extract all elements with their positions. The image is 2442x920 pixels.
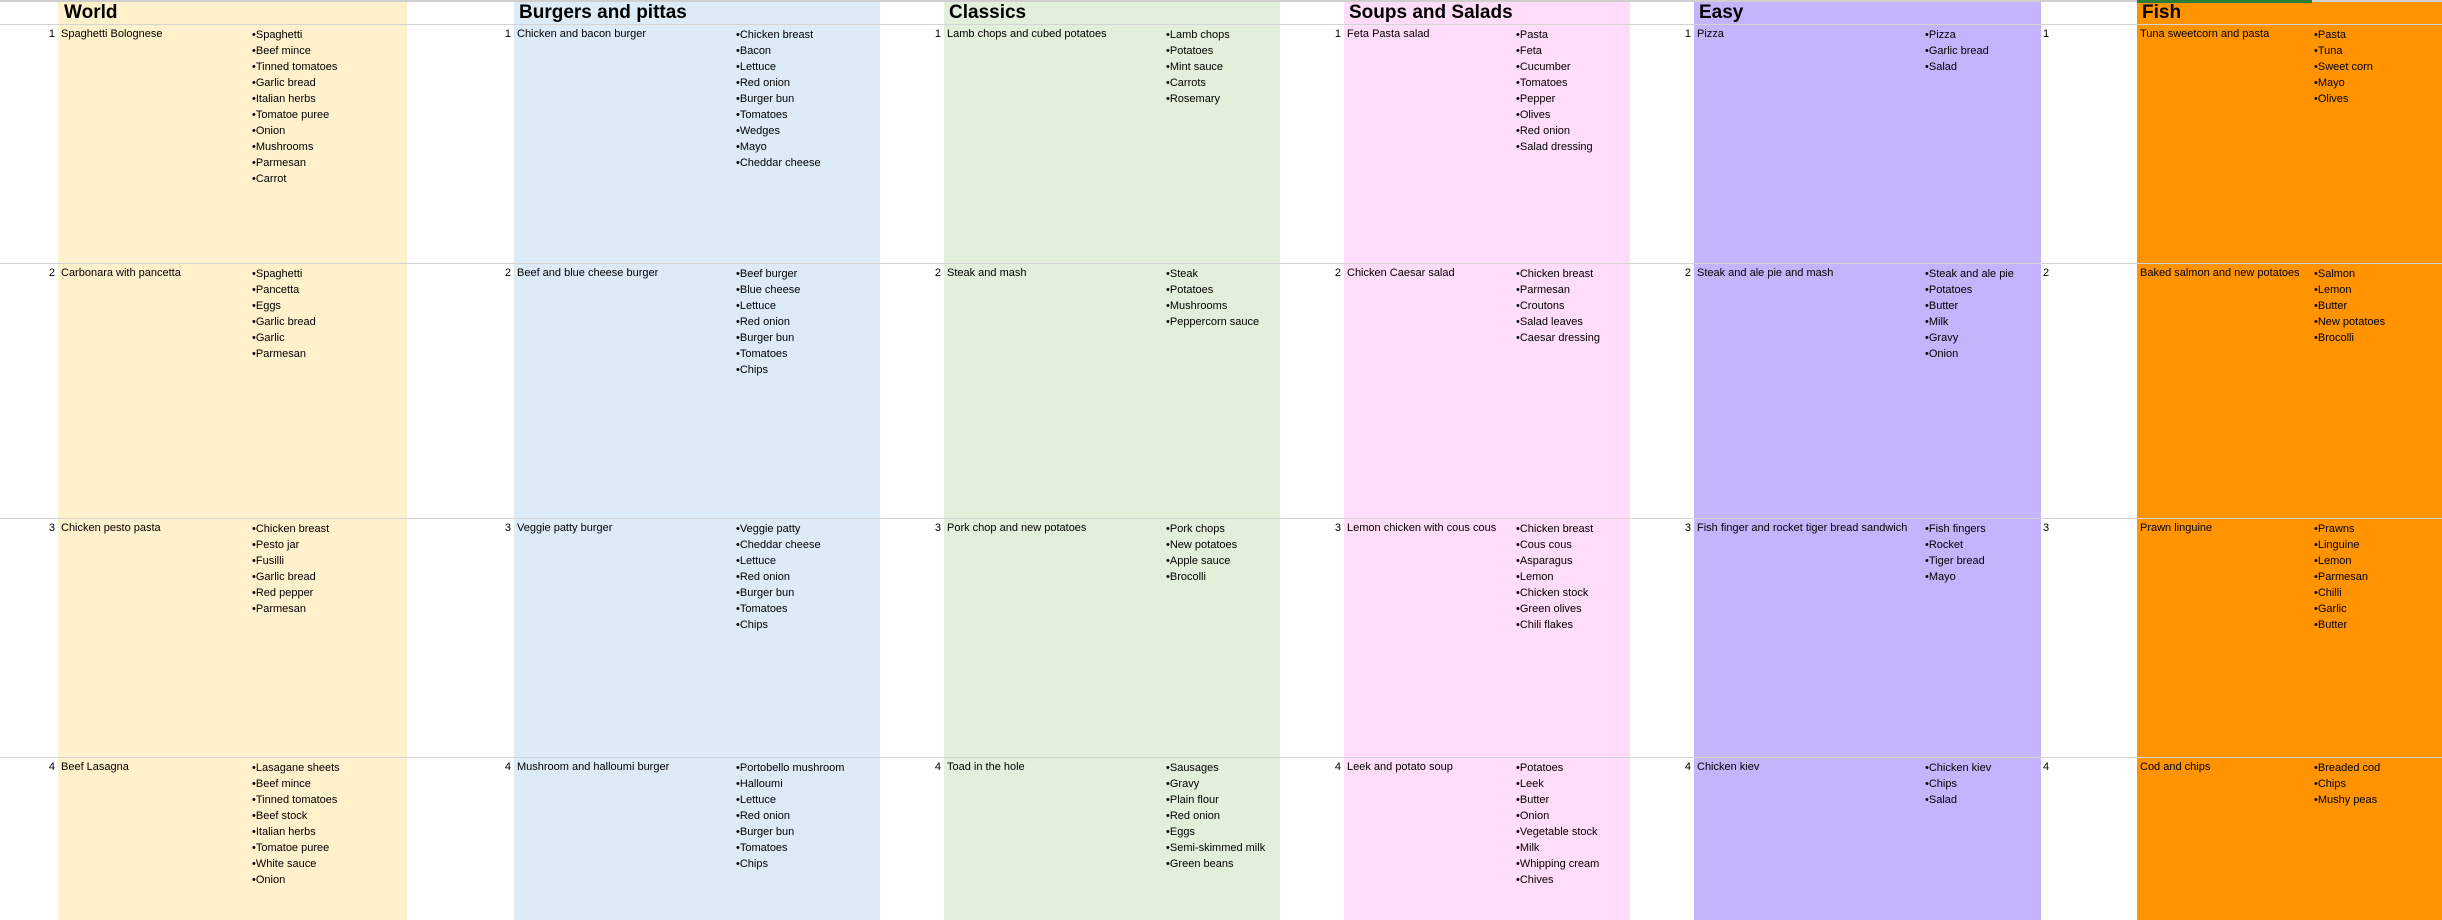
dish-name[interactable]: Fish finger and rocket tiger bread sandwich xyxy=(1697,522,1908,534)
ingredient-item: • Mint sauce xyxy=(1166,59,1230,75)
ingredient-item: • New potatoes xyxy=(1166,537,1237,553)
ingredient-list[interactable] xyxy=(252,521,329,617)
ingredient-item: • Lemon xyxy=(2314,282,2385,298)
ingredient-item: • Lamb chops xyxy=(1166,27,1230,43)
ingredient-item: • Green beans xyxy=(1166,856,1265,872)
ingredient-item: • Pepper xyxy=(1516,91,1593,107)
ingredient-list[interactable] xyxy=(2314,760,2380,808)
dish-name[interactable]: Toad in the hole xyxy=(947,761,1025,773)
dish-name[interactable]: Feta Pasta salad xyxy=(1347,28,1430,40)
ingredient-item: • Red onion xyxy=(736,569,821,585)
ingredient-item: • Pork chops xyxy=(1166,521,1237,537)
ingredient-item: • Tinned tomatoes xyxy=(252,792,340,808)
ingredient-item: • Pasta xyxy=(2314,27,2373,43)
ingredient-list[interactable] xyxy=(252,27,337,187)
ingredient-item: • Croutons xyxy=(1516,298,1600,314)
ingredient-item: • Wedges xyxy=(736,123,821,139)
ingredient-item: • Pancetta xyxy=(252,282,316,298)
ingredient-item: • Chips xyxy=(736,362,800,378)
ingredient-list[interactable] xyxy=(1166,27,1230,107)
recipe-number[interactable]: 3 xyxy=(2043,522,2050,534)
ingredient-item: • Asparagus xyxy=(1516,553,1593,569)
ingredient-item: • Blue cheese xyxy=(736,282,800,298)
ingredient-item: • Tomatoes xyxy=(736,601,821,617)
ingredient-item: • Spaghetti xyxy=(252,27,337,43)
recipe-number[interactable]: 3 xyxy=(48,522,55,534)
category-title[interactable]: Classics xyxy=(949,2,1027,23)
ingredient-item: • Garlic bread xyxy=(252,314,316,330)
ingredient-item: • Plain flour xyxy=(1166,792,1265,808)
ingredient-item: • Potatoes xyxy=(1166,282,1259,298)
ingredient-item: • Salad xyxy=(1925,792,1991,808)
ingredient-item: • Mayo xyxy=(1925,569,1986,585)
ingredient-item: • Chicken breast xyxy=(736,27,821,43)
ingredient-item: • Lettuce xyxy=(736,298,800,314)
dish-name[interactable]: Pork chop and new potatoes xyxy=(947,522,1087,534)
ingredient-list[interactable] xyxy=(1925,521,1986,585)
recipe-number[interactable]: 4 xyxy=(2043,761,2050,773)
ingredient-item: • Tomatoe puree xyxy=(252,840,340,856)
ingredient-list[interactable] xyxy=(252,760,340,888)
ingredient-item: • Feta xyxy=(1516,43,1593,59)
ingredient-item: • Tuna xyxy=(2314,43,2373,59)
ingredient-item: • Chicken breast xyxy=(252,521,329,537)
recipe-number[interactable]: 2 xyxy=(504,267,511,279)
recipe-number[interactable]: 2 xyxy=(1334,267,1341,279)
ingredient-item: • Parmesan xyxy=(252,601,329,617)
ingredient-item: • Pesto jar xyxy=(252,537,329,553)
ingredient-item: • Italian herbs xyxy=(252,824,340,840)
ingredient-item: • Steak xyxy=(1166,266,1259,282)
ingredient-item: • Lasagane sheets xyxy=(252,760,340,776)
ingredient-item: • Red pepper xyxy=(252,585,329,601)
ingredient-item: • Beef burger xyxy=(736,266,800,282)
ingredient-item: • Chives xyxy=(1516,872,1599,888)
ingredient-item: • Semi-skimmed milk xyxy=(1166,840,1265,856)
ingredient-item: • Spaghetti xyxy=(252,266,316,282)
ingredient-item: • Salad leaves xyxy=(1516,314,1600,330)
ingredient-item: • Pizza xyxy=(1925,27,1989,43)
category-title[interactable]: World xyxy=(64,2,118,23)
ingredient-item: • Vegetable stock xyxy=(1516,824,1599,840)
ingredient-item: • Chicken breast xyxy=(1516,521,1593,537)
ingredient-item: • Mushrooms xyxy=(252,139,337,155)
recipe-number[interactable]: 4 xyxy=(1684,761,1691,773)
ingredient-item: • Fusilli xyxy=(252,553,329,569)
category-title[interactable]: Easy xyxy=(1699,2,1744,23)
recipe-number[interactable]: 1 xyxy=(1684,28,1691,40)
ingredient-item: • Tomatoes xyxy=(1516,75,1593,91)
ingredient-item: • Cheddar cheese xyxy=(736,537,821,553)
ingredient-item: • Rosemary xyxy=(1166,91,1230,107)
ingredient-item: • Gravy xyxy=(1166,776,1265,792)
ingredient-item: • Green olives xyxy=(1516,601,1593,617)
ingredient-item: • New potatoes xyxy=(2314,314,2385,330)
ingredient-item: • Sweet corn xyxy=(2314,59,2373,75)
ingredient-item: • Halloumi xyxy=(736,776,844,792)
ingredient-item: • Lettuce xyxy=(736,59,821,75)
ingredient-item: • Red onion xyxy=(1516,123,1593,139)
recipe-number[interactable]: 2 xyxy=(48,267,55,279)
category-column-5[interactable] xyxy=(2137,0,2442,920)
ingredient-item: • Cucumber xyxy=(1516,59,1593,75)
recipe-number[interactable]: 2 xyxy=(2043,267,2050,279)
recipe-number[interactable]: 1 xyxy=(1334,28,1341,40)
recipe-number[interactable]: 4 xyxy=(934,761,941,773)
ingredient-list[interactable] xyxy=(1516,266,1600,346)
ingredient-item: • Parmesan xyxy=(2314,569,2368,585)
recipe-number[interactable]: 3 xyxy=(1334,522,1341,534)
ingredient-item: • Carrots xyxy=(1166,75,1230,91)
ingredient-item: • Chicken stock xyxy=(1516,585,1593,601)
ingredient-item: • Portobello mushroom xyxy=(736,760,844,776)
ingredient-item: • Lemon xyxy=(2314,553,2368,569)
ingredient-item: • Carrot xyxy=(252,171,337,187)
ingredient-item: • Garlic bread xyxy=(252,75,337,91)
ingredient-item: • Mushrooms xyxy=(1166,298,1259,314)
ingredient-list[interactable] xyxy=(736,27,821,171)
ingredient-item: • Peppercorn sauce xyxy=(1166,314,1259,330)
ingredient-item: • Tomatoes xyxy=(736,840,844,856)
ingredient-item: • Onion xyxy=(252,123,337,139)
ingredient-item: • Mushy peas xyxy=(2314,792,2380,808)
ingredient-item: • Chips xyxy=(1925,776,1991,792)
ingredient-list[interactable] xyxy=(1925,760,1991,808)
ingredient-item: • Potatoes xyxy=(1925,282,2014,298)
ingredient-item: • Bacon xyxy=(736,43,821,59)
ingredient-item: • Tomatoes xyxy=(736,107,821,123)
ingredient-item: • Cheddar cheese xyxy=(736,155,821,171)
ingredient-item: • Lemon xyxy=(1516,569,1593,585)
ingredient-item: • Brocolli xyxy=(2314,330,2385,346)
dish-name[interactable]: Cod and chips xyxy=(2140,761,2211,773)
ingredient-list[interactable] xyxy=(1516,760,1599,888)
dish-name[interactable]: Chicken pesto pasta xyxy=(61,522,161,534)
ingredient-item: • Tinned tomatoes xyxy=(252,59,337,75)
dish-name[interactable]: Steak and mash xyxy=(947,267,1027,279)
recipe-number[interactable]: 1 xyxy=(934,28,941,40)
ingredient-item: • Lettuce xyxy=(736,553,821,569)
ingredient-item: • Butter xyxy=(2314,617,2368,633)
ingredient-item: • Butter xyxy=(1925,298,2014,314)
ingredient-item: • Onion xyxy=(1516,808,1599,824)
ingredient-item: • Veggie patty xyxy=(736,521,821,537)
category-title[interactable]: Soups and Salads xyxy=(1349,2,1513,23)
recipe-number[interactable]: 4 xyxy=(504,761,511,773)
recipe-number[interactable]: 3 xyxy=(504,522,511,534)
ingredient-item: • Chips xyxy=(736,856,844,872)
ingredient-item: • Caesar dressing xyxy=(1516,330,1600,346)
ingredient-item: • Chips xyxy=(736,617,821,633)
ingredient-item: • Red onion xyxy=(736,314,800,330)
ingredient-item: • Chicken kiev xyxy=(1925,760,1991,776)
ingredient-item: • Beef mince xyxy=(252,776,340,792)
ingredient-item: • Eggs xyxy=(1166,824,1265,840)
recipe-number[interactable]: 2 xyxy=(934,267,941,279)
dish-name[interactable]: Beef and blue cheese burger xyxy=(517,267,659,279)
ingredient-item: • Chili flakes xyxy=(1516,617,1593,633)
recipe-number[interactable]: 1 xyxy=(504,28,511,40)
dish-name[interactable]: Steak and ale pie and mash xyxy=(1697,267,1834,279)
ingredient-item: • Potatoes xyxy=(1516,760,1599,776)
ingredient-item: • Eggs xyxy=(252,298,316,314)
ingredient-list[interactable] xyxy=(1166,521,1237,585)
ingredient-item: • Onion xyxy=(252,872,340,888)
ingredient-list[interactable] xyxy=(2314,266,2385,346)
ingredient-item: • Red onion xyxy=(736,808,844,824)
row-divider xyxy=(0,24,2442,25)
ingredient-list[interactable] xyxy=(2314,27,2373,107)
ingredient-list[interactable] xyxy=(1925,266,2014,362)
dish-name[interactable]: Carbonara with pancetta xyxy=(61,267,181,279)
ingredient-item: • Salad dressing xyxy=(1516,139,1593,155)
ingredient-list[interactable] xyxy=(736,266,800,378)
category-title[interactable]: Burgers and pittas xyxy=(519,2,687,23)
ingredient-item: • Linguine xyxy=(2314,537,2368,553)
ingredient-list[interactable] xyxy=(1925,27,1989,75)
ingredient-item: • Burger bun xyxy=(736,330,800,346)
category-title[interactable]: Fish xyxy=(2142,2,2182,23)
ingredient-item: • Olives xyxy=(1516,107,1593,123)
ingredient-item: • Beef stock xyxy=(252,808,340,824)
dish-name[interactable]: Leek and potato soup xyxy=(1347,761,1453,773)
ingredient-item: • Mayo xyxy=(2314,75,2373,91)
ingredient-item: • Tomatoe puree xyxy=(252,107,337,123)
dish-name[interactable]: Chicken kiev xyxy=(1697,761,1760,773)
ingredient-item: • Chips xyxy=(2314,776,2380,792)
ingredient-item: • Gravy xyxy=(1925,330,2014,346)
row-divider xyxy=(0,518,2442,519)
row-divider xyxy=(0,263,2442,264)
row-divider xyxy=(0,757,2442,758)
ingredient-item: • Olives xyxy=(2314,91,2373,107)
ingredient-item: • Apple sauce xyxy=(1166,553,1237,569)
ingredient-item: • Burger bun xyxy=(736,91,821,107)
ingredient-item: • Brocolli xyxy=(1166,569,1237,585)
recipe-number[interactable]: 3 xyxy=(1684,522,1691,534)
header-row-border xyxy=(0,0,2442,2)
ingredient-item: • Onion xyxy=(1925,346,2014,362)
ingredient-item: • Leek xyxy=(1516,776,1599,792)
ingredient-item: • Rocket xyxy=(1925,537,1986,553)
ingredient-item: • Tomatoes xyxy=(736,346,800,362)
ingredient-item: • Milk xyxy=(1516,840,1599,856)
ingredient-item: • Burger bun xyxy=(736,824,844,840)
ingredient-item: • Prawns xyxy=(2314,521,2368,537)
ingredient-item: • Chilli xyxy=(2314,585,2368,601)
category-column-0[interactable] xyxy=(58,0,407,920)
ingredient-list[interactable] xyxy=(736,521,821,633)
ingredient-item: • Milk xyxy=(1925,314,2014,330)
dish-name[interactable]: Pizza xyxy=(1697,28,1724,40)
dish-name[interactable]: Tuna sweetcorn and pasta xyxy=(2140,28,2270,40)
ingredient-item: • White sauce xyxy=(252,856,340,872)
ingredient-item: • Salad xyxy=(1925,59,1989,75)
dish-name[interactable]: Chicken and bacon burger xyxy=(517,28,647,40)
ingredient-item: • Steak and ale pie xyxy=(1925,266,2014,282)
ingredient-item: • Lettuce xyxy=(736,792,844,808)
ingredient-item: • Red onion xyxy=(736,75,821,91)
recipe-number[interactable]: 1 xyxy=(2043,28,2050,40)
ingredient-item: • Sausages xyxy=(1166,760,1265,776)
recipe-number[interactable]: 4 xyxy=(48,761,55,773)
ingredient-item: • Chicken breast xyxy=(1516,266,1600,282)
ingredient-item: • Salmon xyxy=(2314,266,2385,282)
ingredient-list[interactable] xyxy=(1516,521,1593,633)
ingredient-item: • Parmesan xyxy=(252,346,316,362)
dish-name[interactable]: Veggie patty burger xyxy=(517,522,613,534)
dish-name[interactable]: Baked salmon and new potatoes xyxy=(2140,267,2300,279)
ingredient-item: • Parmesan xyxy=(1516,282,1600,298)
recipe-number[interactable]: 2 xyxy=(1684,267,1691,279)
dish-name[interactable]: Spaghetti Bolognese xyxy=(61,28,163,40)
ingredient-list[interactable] xyxy=(736,760,844,872)
ingredient-item: • Whipping cream xyxy=(1516,856,1599,872)
ingredient-item: • Red onion xyxy=(1166,808,1265,824)
ingredient-item: • Garlic bread xyxy=(1925,43,1989,59)
dish-name[interactable]: Chicken Caesar salad xyxy=(1347,267,1455,279)
ingredient-list[interactable] xyxy=(1166,266,1259,330)
ingredient-list[interactable] xyxy=(1516,27,1593,155)
ingredient-item: • Fish fingers xyxy=(1925,521,1986,537)
ingredient-item: • Pasta xyxy=(1516,27,1593,43)
ingredient-item: • Garlic bread xyxy=(252,569,329,585)
dish-name[interactable]: Beef Lasagna xyxy=(61,761,129,773)
ingredient-item: • Potatoes xyxy=(1166,43,1230,59)
recipe-number[interactable]: 1 xyxy=(48,28,55,40)
ingredient-item: • Garlic xyxy=(2314,601,2368,617)
ingredient-item: • Tiger bread xyxy=(1925,553,1986,569)
dish-name[interactable]: Lemon chicken with cous cous xyxy=(1347,522,1497,534)
ingredient-item: • Butter xyxy=(1516,792,1599,808)
ingredient-list[interactable] xyxy=(2314,521,2368,633)
ingredient-item: • Breaded cod xyxy=(2314,760,2380,776)
ingredient-item: • Parmesan xyxy=(252,155,337,171)
recipe-number[interactable]: 4 xyxy=(1334,761,1341,773)
ingredient-item: • Garlic xyxy=(252,330,316,346)
ingredient-item: • Butter xyxy=(2314,298,2385,314)
ingredient-list[interactable] xyxy=(1166,760,1265,872)
ingredient-item: • Italian herbs xyxy=(252,91,337,107)
recipe-number[interactable]: 3 xyxy=(934,522,941,534)
ingredient-list[interactable] xyxy=(252,266,316,362)
ingredient-item: • Cous cous xyxy=(1516,537,1593,553)
dish-name[interactable]: Mushroom and halloumi burger xyxy=(517,761,670,773)
ingredient-item: • Mayo xyxy=(736,139,821,155)
dish-name[interactable]: Lamb chops and cubed potatoes xyxy=(947,28,1107,40)
ingredient-item: • Beef mince xyxy=(252,43,337,59)
dish-name[interactable]: Prawn linguine xyxy=(2140,522,2213,534)
ingredient-item: • Burger bun xyxy=(736,585,821,601)
